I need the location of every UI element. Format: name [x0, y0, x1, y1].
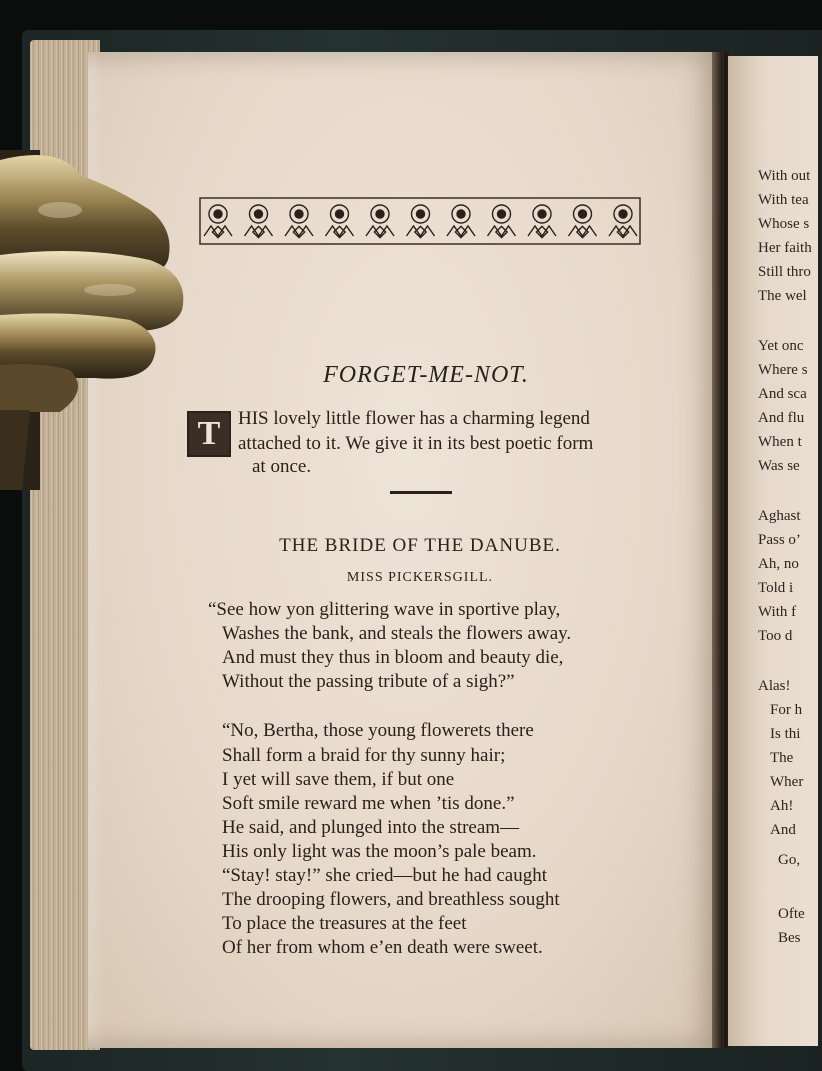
right-page-line: Aghast: [758, 508, 801, 524]
right-page-line: Pass o’: [758, 532, 801, 548]
drop-cap: T: [187, 411, 231, 457]
verse-line: His only light was the moon’s pale beam.: [222, 841, 537, 862]
poem-author: MISS PICKERSGILL.: [346, 570, 494, 585]
right-page-line: Her faith: [758, 240, 812, 256]
intro-line-2: attached to it. We give it in its best poetic form: [238, 433, 594, 454]
right-page-line: For h: [770, 702, 803, 718]
verse-line: To place the treasures at the feet: [222, 913, 467, 934]
right-page-line: With tea: [758, 192, 809, 208]
verse-line: Soft smile reward me when ’tis done.”: [222, 793, 515, 814]
intro-line-3: at once.: [252, 456, 312, 477]
verse-line: He said, and plunged into the stream—: [222, 817, 520, 838]
section-rule: [390, 491, 452, 494]
verse-line: Washes the bank, and steals the flowers away.: [222, 623, 572, 644]
right-page-line: Yet onc: [758, 338, 804, 354]
right-page-line: Ah, no: [758, 556, 799, 572]
right-page-line: Still thro: [758, 264, 811, 280]
verse-line: “Stay! stay!” she cried—but he had caught: [222, 865, 547, 886]
right-page-line: The wel: [758, 288, 807, 304]
verse-line: “See how yon glittering wave in sportive play,: [208, 599, 561, 620]
right-page-line: And flu: [758, 410, 805, 426]
verse-line: “No, Bertha, those young flowerets there: [222, 720, 534, 741]
verse-line: Of her from whom e’en death were sweet.: [222, 937, 543, 958]
right-page-line: Whose s: [758, 216, 810, 232]
right-page-line: Bes: [778, 930, 801, 946]
right-page-line: With out: [758, 168, 811, 184]
right-page-line: And sca: [758, 386, 807, 402]
right-page-line: When t: [758, 434, 802, 450]
chapter-title: FORGET-ME-NOT.: [323, 362, 529, 388]
brass-bookend: [0, 150, 190, 490]
right-page-line: Too d: [758, 628, 793, 644]
verse-line: I yet will save them, if but one: [222, 769, 455, 790]
right-page-line: Where s: [758, 362, 808, 378]
verse-line: And must they thus in bloom and beauty die,: [222, 647, 564, 668]
right-page-line: The: [770, 750, 794, 766]
right-page-line: And: [770, 822, 796, 838]
right-page-line: Was se: [758, 458, 800, 474]
right-page-line: Alas!: [758, 678, 791, 694]
right-page: [728, 56, 818, 1046]
verse-line: Without the passing tribute of a sigh?”: [222, 671, 515, 692]
right-page-line: Go,: [778, 852, 801, 868]
right-page-line: Told i: [758, 580, 794, 596]
right-page-line: Is thi: [770, 726, 801, 742]
right-page-line: Ofte: [778, 906, 805, 922]
verse-line: Shall form a braid for thy sunny hair;: [222, 745, 506, 766]
right-page-line: Ah!: [770, 798, 794, 814]
verse-line: The drooping flowers, and breathless sought: [222, 889, 560, 910]
right-page-line: With f: [758, 604, 797, 620]
right-page-line: Wher: [770, 774, 804, 790]
poem-title: THE BRIDE OF THE DANUBE.: [279, 535, 561, 556]
intro-line-1: HIS lovely little flower has a charming legend: [238, 408, 590, 429]
ornament-band: [196, 196, 644, 246]
